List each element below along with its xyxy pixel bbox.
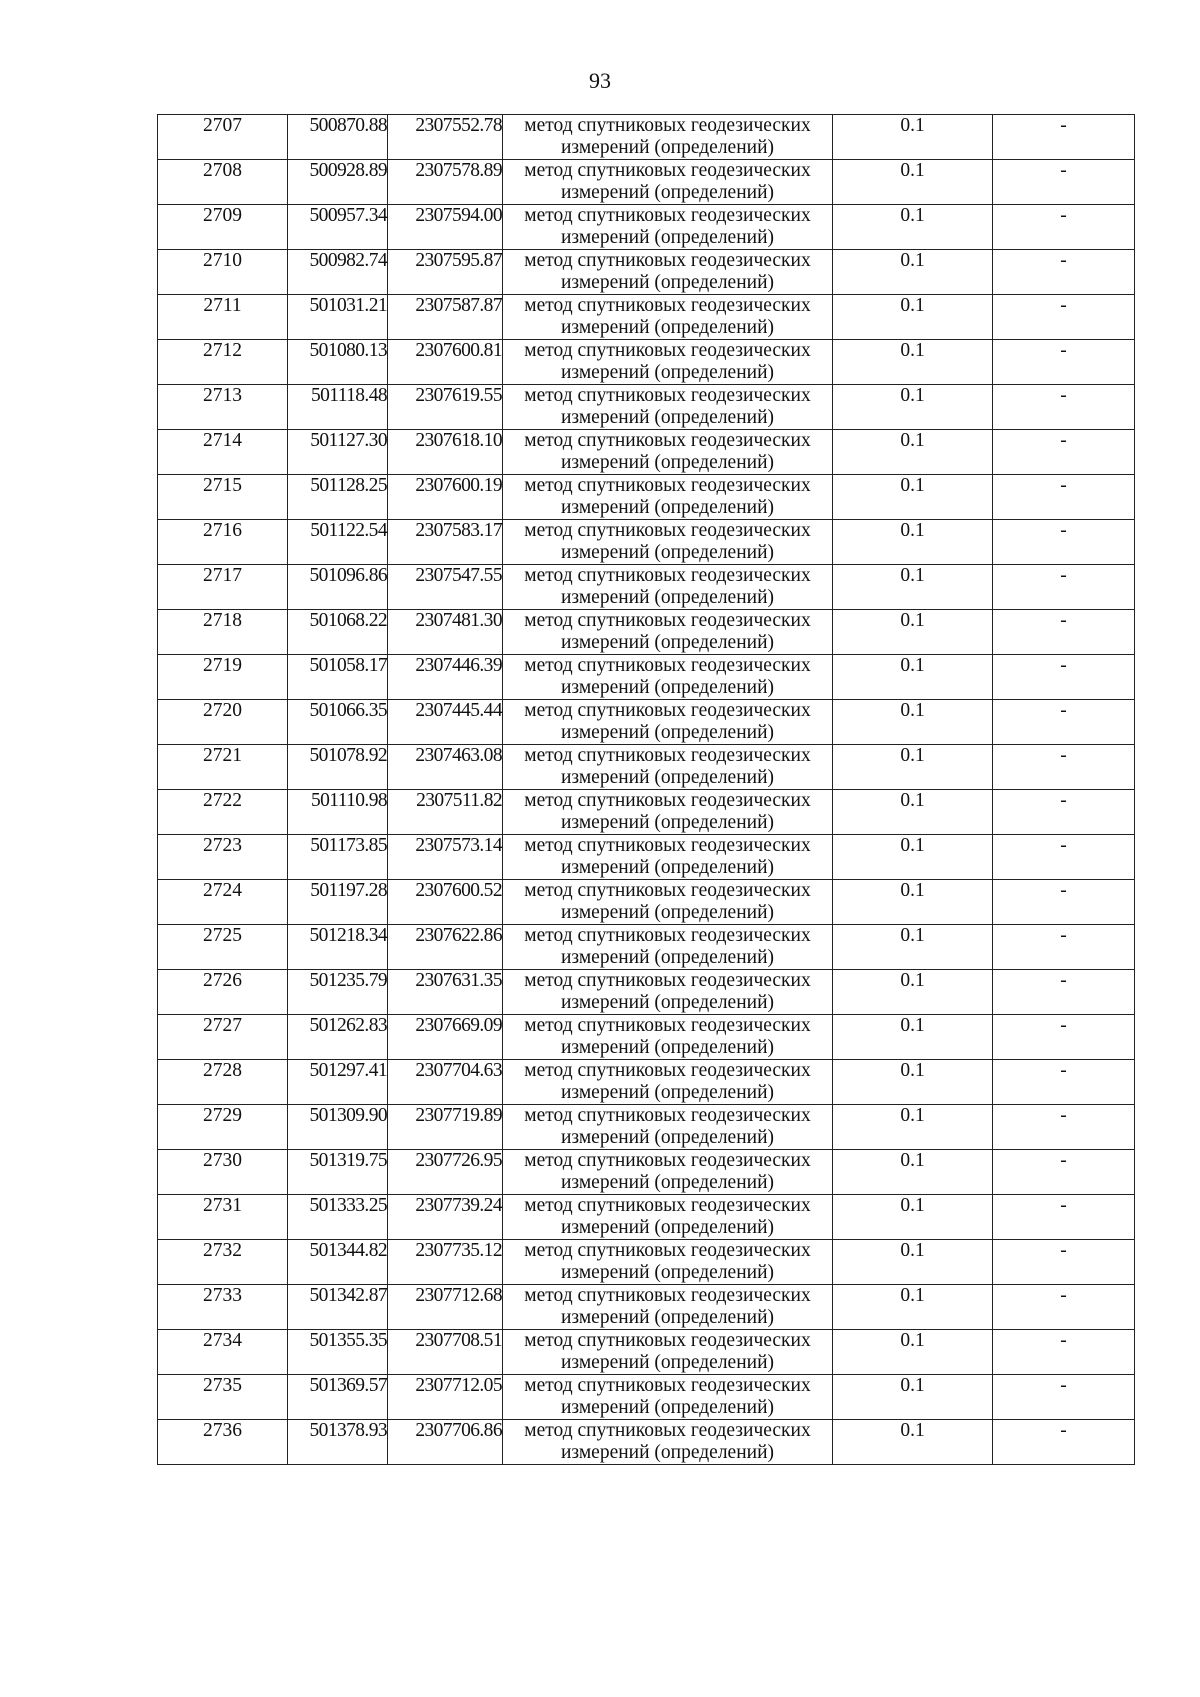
y-coordinate-cell: 2307600.19 [388, 475, 503, 520]
y-coordinate-cell: 2307712.68 [388, 1285, 503, 1330]
accuracy-cell: 0.1 [833, 610, 993, 655]
method-cell [503, 385, 833, 430]
point-number-cell: 2721 [158, 745, 288, 790]
table-row [158, 1330, 1135, 1375]
y-coordinate-cell: 2307583.17 [388, 520, 503, 565]
method-cell [503, 205, 833, 250]
x-coordinate-cell: 501122.54 [288, 520, 388, 565]
description-cell: - [993, 1240, 1135, 1285]
accuracy-cell: 0.1 [833, 835, 993, 880]
y-coordinate-cell: 2307719.89 [388, 1105, 503, 1150]
description-cell: - [993, 655, 1135, 700]
y-coordinate-cell: 2307712.05 [388, 1375, 503, 1420]
table-row [158, 1240, 1135, 1285]
method-line-1: метод спутниковых геодезических [524, 520, 811, 541]
method-line-1: метод спутниковых геодезических [524, 925, 811, 946]
accuracy-cell: 0.1 [833, 250, 993, 295]
description-cell: - [993, 970, 1135, 1015]
point-number-cell: 2730 [158, 1150, 288, 1195]
table-row [158, 1060, 1135, 1105]
table-row [158, 835, 1135, 880]
table-row [158, 970, 1135, 1015]
method-line-1: метод спутниковых геодезических [524, 1330, 811, 1351]
method-line-1: метод спутниковых геодезических [524, 790, 811, 811]
accuracy-cell: 0.1 [833, 1150, 993, 1195]
x-coordinate-cell: 501342.87 [288, 1285, 388, 1330]
point-number-cell: 2727 [158, 1015, 288, 1060]
description-cell: - [993, 115, 1135, 160]
method-line-2: измерений (определений) [560, 452, 775, 473]
x-coordinate-cell: 501369.57 [288, 1375, 388, 1420]
x-coordinate-cell: 501068.22 [288, 610, 388, 655]
method-line-1: метод спутниковых геодезических [524, 655, 811, 676]
x-coordinate-cell: 501262.83 [288, 1015, 388, 1060]
description-cell: - [993, 565, 1135, 610]
point-number-cell: 2728 [158, 1060, 288, 1105]
y-coordinate-cell: 2307669.09 [388, 1015, 503, 1060]
method-cell [503, 700, 833, 745]
description-cell: - [993, 1195, 1135, 1240]
table-row [158, 1375, 1135, 1420]
point-number-cell: 2716 [158, 520, 288, 565]
method-line-2: измерений (определений) [560, 182, 775, 203]
method-line-1: метод спутниковых геодезических [524, 250, 811, 271]
method-line-1: метод спутниковых геодезических [524, 115, 811, 136]
x-coordinate-cell: 500982.74 [288, 250, 388, 295]
method-line-1: метод спутниковых геодезических [524, 160, 811, 181]
method-line-2: измерений (определений) [560, 362, 775, 383]
method-line-2: измерений (определений) [560, 1082, 775, 1103]
accuracy-cell: 0.1 [833, 880, 993, 925]
table-row [158, 160, 1135, 205]
y-coordinate-cell: 2307622.86 [388, 925, 503, 970]
method-cell [503, 1195, 833, 1240]
method-line-2: измерений (определений) [560, 1442, 775, 1463]
point-number-cell: 2713 [158, 385, 288, 430]
method-line-1: метод спутниковых геодезических [524, 340, 811, 361]
accuracy-cell: 0.1 [833, 475, 993, 520]
point-number-cell: 2731 [158, 1195, 288, 1240]
description-cell: - [993, 925, 1135, 970]
accuracy-cell: 0.1 [833, 745, 993, 790]
point-number-cell: 2712 [158, 340, 288, 385]
accuracy-cell: 0.1 [833, 520, 993, 565]
description-cell: - [993, 610, 1135, 655]
x-coordinate-cell: 501344.82 [288, 1240, 388, 1285]
method-cell [503, 1015, 833, 1060]
coordinates-table-body [158, 115, 1135, 1465]
y-coordinate-cell: 2307547.55 [388, 565, 503, 610]
point-number-cell: 2722 [158, 790, 288, 835]
description-cell: - [993, 205, 1135, 250]
method-cell [503, 1285, 833, 1330]
method-line-2: измерений (определений) [560, 812, 775, 833]
description-cell: - [993, 520, 1135, 565]
method-cell [503, 340, 833, 385]
point-number-cell: 2723 [158, 835, 288, 880]
x-coordinate-cell: 501058.17 [288, 655, 388, 700]
table-row [158, 385, 1135, 430]
description-cell: - [993, 1150, 1135, 1195]
table-row [158, 115, 1135, 160]
method-line-2: измерений (определений) [560, 722, 775, 743]
method-line-1: метод спутниковых геодезических [524, 700, 811, 721]
method-cell [503, 1330, 833, 1375]
method-line-2: измерений (определений) [560, 857, 775, 878]
x-coordinate-cell: 501078.92 [288, 745, 388, 790]
x-coordinate-cell: 501096.86 [288, 565, 388, 610]
point-number-cell: 2718 [158, 610, 288, 655]
accuracy-cell: 0.1 [833, 1060, 993, 1105]
table-row [158, 295, 1135, 340]
method-line-1: метод спутниковых геодезических [524, 1375, 811, 1396]
method-line-1: метод спутниковых геодезических [524, 1240, 811, 1261]
x-coordinate-cell: 501110.98 [288, 790, 388, 835]
description-cell: - [993, 880, 1135, 925]
y-coordinate-cell: 2307726.95 [388, 1150, 503, 1195]
x-coordinate-cell: 501333.25 [288, 1195, 388, 1240]
accuracy-cell: 0.1 [833, 925, 993, 970]
y-coordinate-cell: 2307600.52 [388, 880, 503, 925]
point-number-cell: 2715 [158, 475, 288, 520]
method-line-1: метод спутниковых геодезических [524, 385, 811, 406]
table-row [158, 430, 1135, 475]
method-line-2: измерений (определений) [560, 1172, 775, 1193]
point-number-cell: 2707 [158, 115, 288, 160]
description-cell: - [993, 700, 1135, 745]
method-cell [503, 295, 833, 340]
description-cell: - [993, 1060, 1135, 1105]
description-cell: - [993, 430, 1135, 475]
x-coordinate-cell: 501378.93 [288, 1420, 388, 1465]
accuracy-cell: 0.1 [833, 340, 993, 385]
method-line-1: метод спутниковых геодезических [524, 1420, 811, 1441]
y-coordinate-cell: 2307552.78 [388, 115, 503, 160]
method-line-1: метод спутниковых геодезических [524, 475, 811, 496]
method-cell [503, 835, 833, 880]
description-cell: - [993, 1015, 1135, 1060]
description-cell: - [993, 340, 1135, 385]
table-row [158, 1150, 1135, 1195]
description-cell: - [993, 475, 1135, 520]
method-cell [503, 970, 833, 1015]
method-line-2: измерений (определений) [560, 407, 775, 428]
method-line-1: метод спутниковых геодезических [524, 610, 811, 631]
y-coordinate-cell: 2307578.89 [388, 160, 503, 205]
accuracy-cell: 0.1 [833, 1105, 993, 1150]
accuracy-cell: 0.1 [833, 160, 993, 205]
description-cell: - [993, 1285, 1135, 1330]
point-number-cell: 2708 [158, 160, 288, 205]
table-row [158, 880, 1135, 925]
x-coordinate-cell: 501173.85 [288, 835, 388, 880]
point-number-cell: 2711 [158, 295, 288, 340]
table-row [158, 565, 1135, 610]
table-row [158, 1420, 1135, 1465]
table-row [158, 790, 1135, 835]
point-number-cell: 2725 [158, 925, 288, 970]
x-coordinate-cell: 501319.75 [288, 1150, 388, 1195]
x-coordinate-cell: 501066.35 [288, 700, 388, 745]
method-line-1: метод спутниковых геодезических [524, 745, 811, 766]
x-coordinate-cell: 500870.88 [288, 115, 388, 160]
method-cell [503, 475, 833, 520]
method-line-2: измерений (определений) [560, 497, 775, 518]
method-line-2: измерений (определений) [560, 947, 775, 968]
method-line-2: измерений (определений) [560, 137, 775, 158]
description-cell: - [993, 1420, 1135, 1465]
description-cell: - [993, 745, 1135, 790]
method-line-1: метод спутниковых геодезических [524, 295, 811, 316]
accuracy-cell: 0.1 [833, 1375, 993, 1420]
accuracy-cell: 0.1 [833, 565, 993, 610]
method-line-1: метод спутниковых геодезических [524, 1285, 811, 1306]
y-coordinate-cell: 2307739.24 [388, 1195, 503, 1240]
method-line-2: измерений (определений) [560, 677, 775, 698]
method-cell [503, 115, 833, 160]
method-line-2: измерений (определений) [560, 767, 775, 788]
page-number: 93 [589, 68, 611, 93]
accuracy-cell: 0.1 [833, 1330, 993, 1375]
method-line-2: измерений (определений) [560, 272, 775, 293]
method-cell [503, 880, 833, 925]
x-coordinate-cell: 501118.48 [288, 385, 388, 430]
description-cell: - [993, 1105, 1135, 1150]
x-coordinate-cell: 501309.90 [288, 1105, 388, 1150]
y-coordinate-cell: 2307463.08 [388, 745, 503, 790]
accuracy-cell: 0.1 [833, 790, 993, 835]
method-cell [503, 430, 833, 475]
method-line-1: метод спутниковых геодезических [524, 880, 811, 901]
table-row [158, 745, 1135, 790]
method-line-2: измерений (определений) [560, 587, 775, 608]
method-line-2: измерений (определений) [560, 1127, 775, 1148]
method-cell [503, 790, 833, 835]
accuracy-cell: 0.1 [833, 385, 993, 430]
method-line-2: измерений (определений) [560, 1307, 775, 1328]
method-line-2: измерений (определений) [560, 1217, 775, 1238]
method-cell [503, 1150, 833, 1195]
table-row [158, 520, 1135, 565]
method-line-1: метод спутниковых геодезических [524, 565, 811, 586]
method-line-2: измерений (определений) [560, 1037, 775, 1058]
x-coordinate-cell: 501080.13 [288, 340, 388, 385]
table-row [158, 1195, 1135, 1240]
accuracy-cell: 0.1 [833, 205, 993, 250]
method-line-1: метод спутниковых геодезических [524, 835, 811, 856]
point-number-cell: 2733 [158, 1285, 288, 1330]
method-cell [503, 745, 833, 790]
description-cell: - [993, 160, 1135, 205]
method-line-1: метод спутниковых геодезических [524, 1195, 811, 1216]
table-row [158, 925, 1135, 970]
method-line-2: измерений (определений) [560, 542, 775, 563]
y-coordinate-cell: 2307595.87 [388, 250, 503, 295]
point-number-cell: 2717 [158, 565, 288, 610]
coordinates-table [157, 114, 1135, 1465]
table-row [158, 250, 1135, 295]
table-row [158, 610, 1135, 655]
point-number-cell: 2736 [158, 1420, 288, 1465]
method-line-2: измерений (определений) [560, 992, 775, 1013]
x-coordinate-cell: 501127.30 [288, 430, 388, 475]
table-row [158, 340, 1135, 385]
y-coordinate-cell: 2307594.00 [388, 205, 503, 250]
method-cell [503, 160, 833, 205]
table-row [158, 655, 1135, 700]
y-coordinate-cell: 2307708.51 [388, 1330, 503, 1375]
y-coordinate-cell: 2307631.35 [388, 970, 503, 1015]
accuracy-cell: 0.1 [833, 970, 993, 1015]
method-cell [503, 1240, 833, 1285]
y-coordinate-cell: 2307446.39 [388, 655, 503, 700]
accuracy-cell: 0.1 [833, 655, 993, 700]
method-line-2: измерений (определений) [560, 902, 775, 923]
point-number-cell: 2729 [158, 1105, 288, 1150]
point-number-cell: 2726 [158, 970, 288, 1015]
x-coordinate-cell: 501235.79 [288, 970, 388, 1015]
y-coordinate-cell: 2307573.14 [388, 835, 503, 880]
table-row [158, 1285, 1135, 1330]
point-number-cell: 2724 [158, 880, 288, 925]
y-coordinate-cell: 2307445.44 [388, 700, 503, 745]
point-number-cell: 2709 [158, 205, 288, 250]
description-cell: - [993, 1375, 1135, 1420]
x-coordinate-cell: 501031.21 [288, 295, 388, 340]
table-row [158, 700, 1135, 745]
x-coordinate-cell: 501218.34 [288, 925, 388, 970]
method-line-2: измерений (определений) [560, 1352, 775, 1373]
accuracy-cell: 0.1 [833, 430, 993, 475]
x-coordinate-cell: 501128.25 [288, 475, 388, 520]
method-line-1: метод спутниковых геодезических [524, 1060, 811, 1081]
method-cell [503, 610, 833, 655]
method-cell [503, 520, 833, 565]
method-cell [503, 655, 833, 700]
accuracy-cell: 0.1 [833, 1015, 993, 1060]
table-row [158, 475, 1135, 520]
method-cell [503, 565, 833, 610]
y-coordinate-cell: 2307704.63 [388, 1060, 503, 1105]
method-cell [503, 1420, 833, 1465]
point-number-cell: 2734 [158, 1330, 288, 1375]
y-coordinate-cell: 2307735.12 [388, 1240, 503, 1285]
y-coordinate-cell: 2307600.81 [388, 340, 503, 385]
point-number-cell: 2714 [158, 430, 288, 475]
description-cell: - [993, 295, 1135, 340]
description-cell: - [993, 1330, 1135, 1375]
accuracy-cell: 0.1 [833, 700, 993, 745]
method-cell [503, 925, 833, 970]
method-line-1: метод спутниковых геодезических [524, 1150, 811, 1171]
y-coordinate-cell: 2307618.10 [388, 430, 503, 475]
x-coordinate-cell: 501197.28 [288, 880, 388, 925]
method-line-1: метод спутниковых геодезических [524, 1105, 811, 1126]
accuracy-cell: 0.1 [833, 295, 993, 340]
method-cell [503, 1105, 833, 1150]
accuracy-cell: 0.1 [833, 1420, 993, 1465]
accuracy-cell: 0.1 [833, 1285, 993, 1330]
point-number-cell: 2710 [158, 250, 288, 295]
method-line-1: метод спутниковых геодезических [524, 1015, 811, 1036]
y-coordinate-cell: 2307481.30 [388, 610, 503, 655]
y-coordinate-cell: 2307511.82 [388, 790, 503, 835]
point-number-cell: 2720 [158, 700, 288, 745]
method-line-2: измерений (определений) [560, 227, 775, 248]
method-line-1: метод спутниковых геодезических [524, 430, 811, 451]
x-coordinate-cell: 501355.35 [288, 1330, 388, 1375]
description-cell: - [993, 250, 1135, 295]
y-coordinate-cell: 2307619.55 [388, 385, 503, 430]
table-row [158, 1105, 1135, 1150]
method-cell [503, 1375, 833, 1420]
point-number-cell: 2719 [158, 655, 288, 700]
table-row [158, 205, 1135, 250]
x-coordinate-cell: 501297.41 [288, 1060, 388, 1105]
method-line-2: измерений (определений) [560, 632, 775, 653]
method-line-2: измерений (определений) [560, 317, 775, 338]
description-cell: - [993, 835, 1135, 880]
accuracy-cell: 0.1 [833, 1195, 993, 1240]
y-coordinate-cell: 2307706.86 [388, 1420, 503, 1465]
method-cell [503, 250, 833, 295]
accuracy-cell: 0.1 [833, 115, 993, 160]
point-number-cell: 2735 [158, 1375, 288, 1420]
method-line-2: измерений (определений) [560, 1262, 775, 1283]
method-line-2: измерений (определений) [560, 1397, 775, 1418]
description-cell: - [993, 385, 1135, 430]
point-number-cell: 2732 [158, 1240, 288, 1285]
x-coordinate-cell: 500928.89 [288, 160, 388, 205]
y-coordinate-cell: 2307587.87 [388, 295, 503, 340]
method-cell [503, 1060, 833, 1105]
method-line-1: метод спутниковых геодезических [524, 205, 811, 226]
x-coordinate-cell: 500957.34 [288, 205, 388, 250]
description-cell: - [993, 790, 1135, 835]
method-line-1: метод спутниковых геодезических [524, 970, 811, 991]
table-row [158, 1015, 1135, 1060]
accuracy-cell: 0.1 [833, 1240, 993, 1285]
